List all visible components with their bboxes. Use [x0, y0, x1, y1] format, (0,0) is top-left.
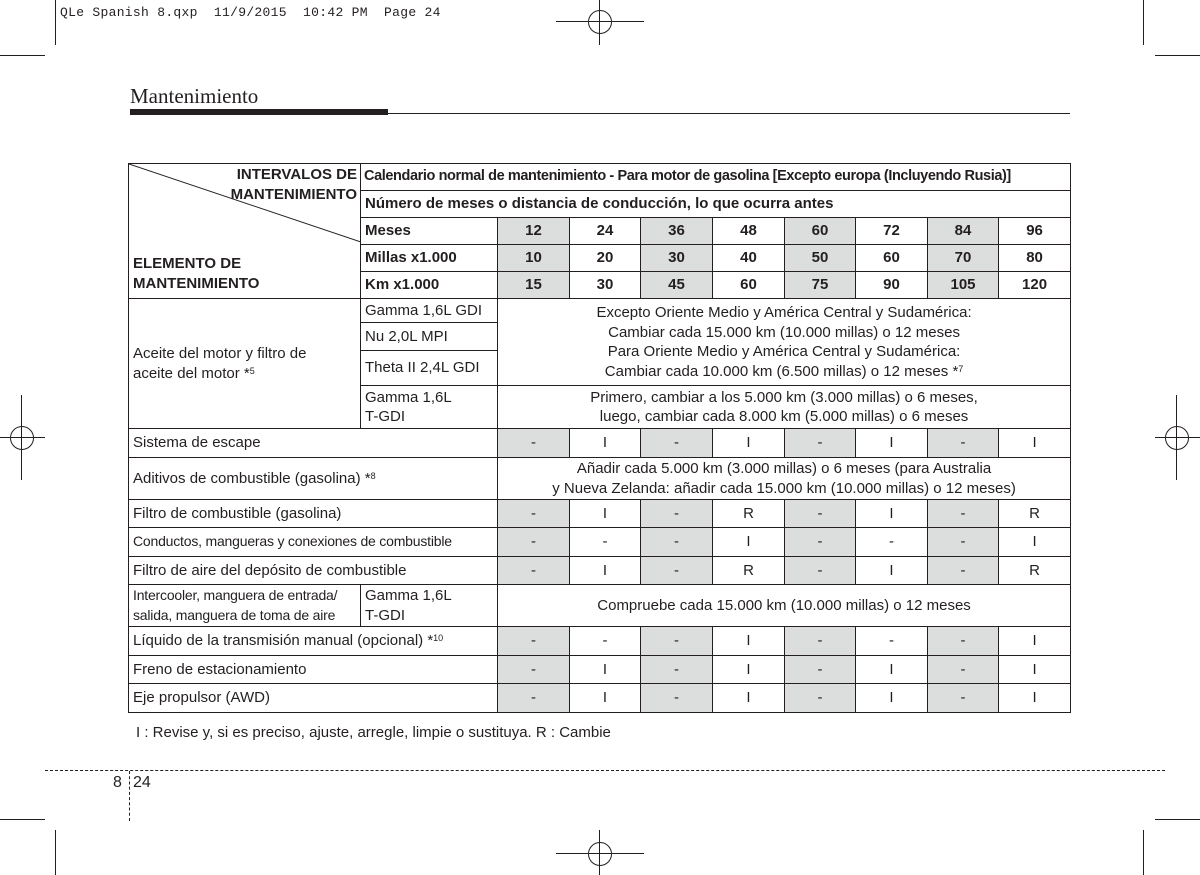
engine-cell: Gamma 1,6L T-GDI: [361, 585, 498, 627]
crop-mark: [1143, 830, 1144, 875]
crop-mark: [1176, 395, 1177, 480]
crop-mark: [1155, 437, 1200, 438]
oil-tgdi-text: Primero, cambiar a los 5.000 km (3.000 millas) o 6 meses, luego, cambiar cada 8.000 km (5.000 millas) o 6 meses: [498, 386, 1071, 429]
table-row: Líquido de la transmisión manual (opcional) *$^{10}$ - - - I - - - I: [129, 627, 1071, 656]
crop-mark: [55, 0, 56, 45]
corner-label-element: ELEMENTO DE MANTENIMIENTO: [133, 255, 260, 292]
crop-mark: [0, 437, 45, 438]
table-row: Sistema de escape - I - I - I - I: [129, 429, 1071, 458]
registration-mark-icon: [1165, 426, 1189, 450]
table-corner-cell: [129, 164, 361, 299]
crop-mark: [21, 395, 22, 480]
intercooler-label: Intercooler, manguera de entrada/ salida, manguera de toma de aire: [129, 585, 361, 627]
oil-interval-text: Excepto Oriente Medio y América Central y Sudamérica: Cambiar cada 15.000 km (10.000 millas) o 12 meses Para Oriente Medio y América Central y Sudamérica: Cambiar cada 10.000 km (6.500 millas) o 12 meses *$^7$: [498, 299, 1071, 386]
engine-cell: Theta II 2,4L GDI: [361, 351, 498, 386]
engine-cell: Gamma 1,6L T-GDI: [361, 386, 498, 429]
schedule-header-title: Calendario normal de mantenimiento - Para motor de gasolina [Excepto europa (Incluyendo Rusia)]: [361, 164, 1071, 191]
legend-note: I : Revise y, si es preciso, ajuste, arregle, limpie o sustituya. R : Cambie: [136, 724, 611, 741]
page-number: 24: [133, 774, 151, 791]
section-title: Mantenimiento: [130, 84, 259, 108]
crop-mark: [1143, 0, 1144, 45]
oil-label: Aceite del motor y filtro de aceite del motor *$^5$: [129, 299, 361, 429]
intercooler-text: Compruebe cada 15.000 km (10.000 millas) o 12 meses: [498, 585, 1071, 627]
chapter-number: 8: [113, 774, 122, 791]
engine-cell: Nu 2,0L MPI: [361, 323, 498, 351]
print-slug: QLe Spanish 8.qxp 11/9/2015 10:42 PM Page 24: [60, 5, 441, 20]
table-row: Filtro de aire del depósito de combustible - I - R - I - R: [129, 557, 1071, 585]
maintenance-schedule-table: [128, 163, 1071, 713]
table-row: Freno de estacionamiento - I - I - I - I: [129, 656, 1071, 684]
interval-row: Millas x1.000 10 20 30 40 50 60 70 80: [129, 245, 1071, 272]
table-row: Filtro de combustible (gasolina) - I - R - I - R: [129, 500, 1071, 528]
interval-row: Meses 12 24 36 48 60 72 84 96: [129, 218, 1071, 245]
crop-mark: [556, 21, 644, 22]
table-row: [129, 585, 1071, 627]
registration-mark-icon: [10, 426, 34, 450]
crop-mark: [1155, 55, 1200, 56]
interval-row: Km x1.000 15 30 45 60 75 90 105 120: [129, 272, 1071, 299]
table-row: Aditivos de combustible (gasolina) *$^8$ Añadir cada 5.000 km (3.000 millas) o 6 meses (para Australia y Nueva Zelanda: añadir cada 15.000 km (10.000 millas) o 12 meses): [129, 458, 1071, 500]
corner-label-intervals: INTERVALOS DE MANTENIMIENTO: [230, 166, 357, 203]
crop-mark: [1155, 819, 1200, 820]
crop-mark: [55, 830, 56, 875]
crop-mark: [599, 0, 600, 45]
footer-dashed-rule: [45, 770, 1165, 771]
header-rule-accent: [130, 109, 388, 115]
crop-mark: [0, 55, 45, 56]
table-row: [129, 299, 1071, 323]
additives-text: Añadir cada 5.000 km (3.000 millas) o 6 meses (para Australia y Nueva Zelanda: añadir cada 15.000 km (10.000 millas) o 12 meses): [498, 458, 1071, 500]
registration-mark-icon: [588, 842, 612, 866]
schedule-header-sub: Número de meses o distancia de conducción, lo que ocurra antes: [361, 191, 1071, 218]
table-row: Eje propulsor (AWD) - I - I - I - I: [129, 684, 1071, 713]
table-row: Conductos, mangueras y conexiones de combustible - - - I - - - I: [129, 528, 1071, 557]
engine-cell: Gamma 1,6L GDI: [361, 299, 498, 323]
crop-mark: [0, 819, 45, 820]
registration-mark-icon: [588, 10, 612, 34]
crop-mark: [556, 853, 644, 854]
footer-dashed-divider: [129, 771, 130, 821]
